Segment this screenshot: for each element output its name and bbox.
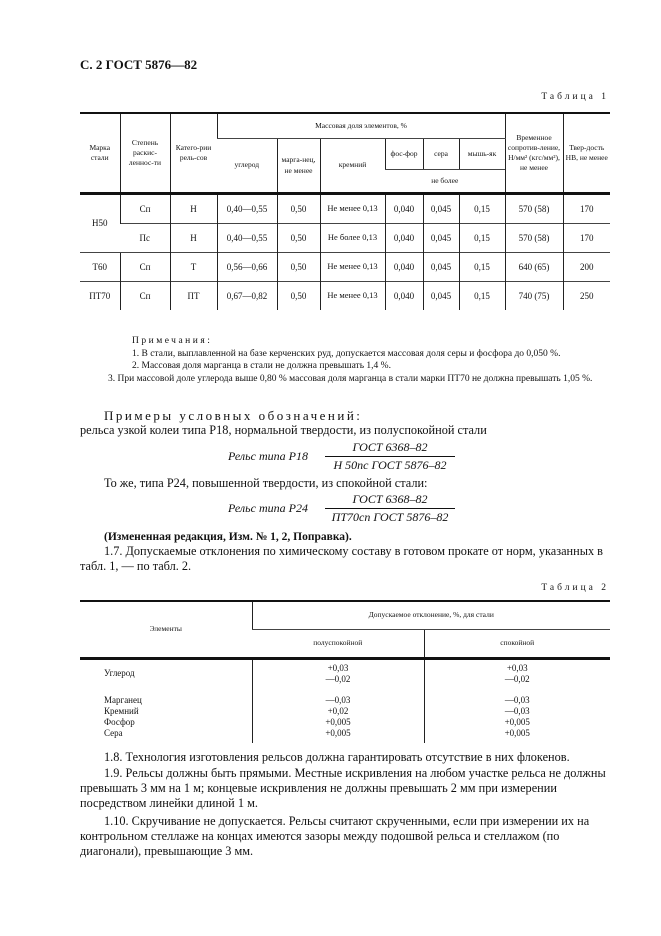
table-cell: 0,045 xyxy=(423,253,459,282)
table-cell: —0,03 xyxy=(424,685,610,706)
table-cell: 0,50 xyxy=(277,253,320,282)
th-sulfur: сера xyxy=(423,139,459,170)
table-cell: 170 xyxy=(563,194,610,224)
table-cell: 0,40—0,55 xyxy=(217,224,277,253)
table-cell: 0,040 xyxy=(385,224,423,253)
table-cell: Сп xyxy=(120,282,170,311)
table-cell: 0,56—0,66 xyxy=(217,253,277,282)
paragraph-1-8: 1.8. Технология изготовления рельсов должна гарантировать отсутствие в них флокенов. xyxy=(104,750,570,764)
table-cell: 0,045 xyxy=(423,282,459,311)
notes-title: Примечания: xyxy=(132,336,213,346)
table-row xyxy=(80,224,610,253)
table-cell: Марганец xyxy=(104,695,142,705)
table-cell: 0,045 xyxy=(423,224,459,253)
table-cell: Т60 xyxy=(80,253,120,282)
table-cell: ПТ70 xyxy=(80,282,120,311)
th-category: Катего-рии рель-сов xyxy=(170,113,217,194)
paragraph-1-9: 1.9. Рельсы должны быть прямыми. Местные искривления на любом участке рельса не должны превышать 3 мм на 1 м; концевые искривления не должны превышать 2 мм при измерении посредством линейки длиной 1 м. xyxy=(80,766,606,810)
table-cell: 0,15 xyxy=(459,282,505,311)
table-cell: 200 xyxy=(563,253,610,282)
table-row xyxy=(80,685,610,706)
th-manganese: марга-нец, не менее xyxy=(277,139,320,194)
table-1 xyxy=(80,112,610,310)
th-carbon: углерод xyxy=(234,160,260,170)
table-cell: Н50 xyxy=(92,218,108,229)
th-hardness: Твер-дость НВ, не менее xyxy=(563,113,610,194)
table-cell: 0,045 xyxy=(423,194,459,224)
table-cell: 740 (75) xyxy=(505,282,563,311)
table-cell: Фосфор xyxy=(104,717,135,727)
example-2-denominator: ПТ70сп ГОСТ 5876–82 xyxy=(331,510,449,524)
table-cell: Пс xyxy=(120,224,170,253)
th-arsenic: мышь-як xyxy=(459,139,505,170)
table-cell: 0,50 xyxy=(277,282,320,311)
table-row xyxy=(80,282,610,311)
th-silicon: кремний xyxy=(320,139,385,194)
table-cell: 0,50 xyxy=(277,224,320,253)
table-cell: 0,15 xyxy=(459,253,505,282)
table-row xyxy=(80,659,610,686)
example-1-numerator: ГОСТ 6368–82 xyxy=(352,440,428,454)
table-cell: Не менее 0,13 xyxy=(320,282,385,311)
table-2 xyxy=(80,600,610,743)
table-cell: —0,03 xyxy=(252,685,424,706)
table-cell: +0,02 xyxy=(252,706,424,717)
example-2-label: Рельс типа Р24 xyxy=(228,501,308,515)
table-cell: 0,40—0,55 xyxy=(217,194,277,224)
paragraph-1-10: 1.10. Скручивание не допускается. Рельсы считают скрученными, если при измерении их на контрольном стеллаже на концах имеются зазоры между подошвой рельса и стеллажом (по диагонали), превышающие 3 мм. xyxy=(80,814,590,858)
fraction-line xyxy=(325,456,455,457)
table2-caption: Таблица 2 xyxy=(541,583,609,593)
th-strength: Временное сопротив-ление, Н/мм² (кгс/мм²), не менее xyxy=(505,113,563,194)
table-cell: 0,15 xyxy=(459,194,505,224)
th-phosphorus: фос-фор xyxy=(385,139,423,170)
example-1-text: рельса узкой колеи типа Р18, нормальной твердости, из полуспокойной стали xyxy=(80,423,487,437)
table-row xyxy=(80,728,610,743)
table-cell: Кремний xyxy=(104,706,139,716)
table-cell: Не менее 0,13 xyxy=(320,253,385,282)
table1-caption: Таблица 1 xyxy=(541,92,609,102)
note-1: 1. В стали, выплавленной на базе керченских руд, допускается массовая доля серы и фосфора до 0,050 %. xyxy=(132,348,561,359)
example-1-denominator: Н 50пс ГОСТ 5876–82 xyxy=(333,458,447,472)
table-cell: +0,03 —0,02 xyxy=(424,659,610,686)
table-cell: 0,67—0,82 xyxy=(217,282,277,311)
table-cell: Н xyxy=(170,194,217,224)
th-not-more: не более xyxy=(431,175,459,185)
table-cell: Сп xyxy=(120,253,170,282)
th-mass-fraction: Массовая доля элементов, % xyxy=(217,113,505,139)
example-2-numerator: ГОСТ 6368–82 xyxy=(352,492,428,506)
table-cell: Не менее 0,13 xyxy=(320,194,385,224)
table-row xyxy=(80,717,610,728)
table-cell: Сп xyxy=(120,194,170,224)
table-cell: 170 xyxy=(563,224,610,253)
table-cell: —0,03 xyxy=(424,706,610,717)
table-cell: +0,005 xyxy=(252,717,424,728)
table-row xyxy=(80,194,610,224)
note-3: 3. При массовой доле углерода выше 0,80 % массовая доля марганца в стали марки ПТ70 не должна превышать 1,05 %. xyxy=(108,373,593,384)
th-elements: Элементы xyxy=(149,624,182,634)
note-2: 2. Массовая доля марганца в стали не должна превышать 1,4 %. xyxy=(132,361,391,371)
amendment-note: (Измененная редакция, Изм. № 1, 2, Поправка). xyxy=(104,531,352,543)
table-cell: +0,03 —0,02 xyxy=(252,659,424,686)
table-cell: 640 (65) xyxy=(505,253,563,282)
table-cell: 0,040 xyxy=(385,253,423,282)
table-cell: 570 (58) xyxy=(505,194,563,224)
table-cell: 250 xyxy=(563,282,610,311)
table-cell: Н xyxy=(170,224,217,253)
th-deviation: Допускаемое отклонение, %, для стали xyxy=(252,601,610,630)
table-cell: 0,040 xyxy=(385,282,423,311)
th-grade: Марка стали xyxy=(89,142,111,162)
paragraph-1-7: 1.7. Допускаемые отклонения по химическому составу в готовом прокате от норм, указанных в табл. 1, — по табл. 2. xyxy=(80,544,603,573)
example-1-label: Рельс типа Р18 xyxy=(228,449,308,463)
table-cell: 0,50 xyxy=(277,194,320,224)
table-cell: 570 (58) xyxy=(505,224,563,253)
table-cell: Сера xyxy=(104,728,123,738)
table-cell: 0,040 xyxy=(385,194,423,224)
th-semi-killed: полуспокойной xyxy=(313,638,363,648)
examples xyxy=(80,408,610,438)
table-cell: +0,005 xyxy=(424,728,610,743)
example-2-text: То же, типа Р24, повышенной твердости, из спокойной стали: xyxy=(104,476,428,490)
page-header: С. 2 ГОСТ 5876—82 xyxy=(80,57,198,72)
th-deoxidation: Степень раскис-леннос-ти xyxy=(120,113,170,194)
notes xyxy=(80,335,610,385)
examples-title: Примеры условных обозначений: xyxy=(104,408,363,423)
table-cell: ПТ xyxy=(170,282,217,311)
table-row xyxy=(80,706,610,717)
table-cell: 0,15 xyxy=(459,224,505,253)
table-cell: Углерод xyxy=(104,668,135,678)
th-killed: спокойной xyxy=(424,630,610,659)
table-cell: Не более 0,13 xyxy=(320,224,385,253)
table-cell: +0,005 xyxy=(424,717,610,728)
table-cell: Т xyxy=(170,253,217,282)
table-cell: +0,005 xyxy=(252,728,424,743)
table-row xyxy=(80,253,610,282)
fraction-line xyxy=(325,508,455,509)
